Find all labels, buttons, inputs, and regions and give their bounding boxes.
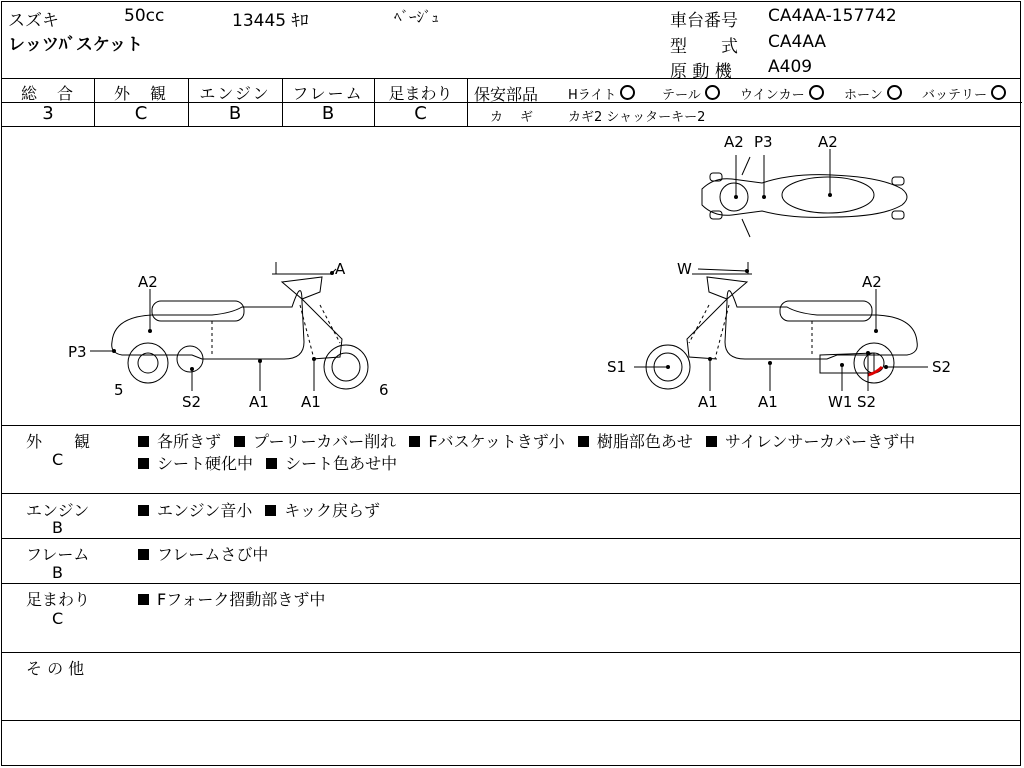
note: フレームさび中 (157, 545, 269, 564)
section-title-frame: フレーム (26, 545, 90, 564)
note: 樹脂部色あせ (596, 432, 693, 451)
label-right-a1-2: A1 (758, 393, 778, 411)
grade-value-overall: 3 (42, 103, 54, 124)
chassis-label: 車台番号 (670, 11, 738, 31)
bullet-icon (138, 505, 149, 516)
grade-value-frame: B (321, 103, 335, 124)
chassis-value: CA4AA-157742 (768, 6, 897, 26)
type-label: 型 式 (670, 37, 738, 57)
section-title-suspension: 足まわり (26, 590, 91, 609)
damage-markers (112, 193, 888, 371)
ok-circle-icon (809, 85, 824, 100)
safety-title: 保安部品 (474, 85, 539, 104)
bullet-icon (266, 458, 277, 469)
section-notes-exterior (138, 429, 915, 452)
section-title-exterior: 外 観 (26, 432, 91, 451)
section-title-other: そ の 他 (26, 659, 85, 678)
safety-item-battery (922, 84, 1006, 103)
maker: スズキ (8, 11, 59, 31)
ok-circle-icon (887, 85, 902, 100)
bullet-icon (409, 436, 420, 447)
type-value: CA4AA (768, 32, 827, 52)
bullet-icon (138, 458, 149, 469)
section-notes-suspension (138, 587, 325, 610)
safety-item-headlight (568, 84, 635, 103)
engine-value: A409 (768, 57, 813, 77)
inspection-sheet (1, 1, 1021, 766)
grade-label-frame: フレーム (292, 84, 364, 103)
label-right-w: W (677, 260, 692, 278)
note: シート色あせ中 (285, 454, 398, 473)
engine-label: 原 動 機 (670, 62, 732, 82)
label-left-5: 5 (114, 381, 124, 399)
section-title-engine: エンジン (26, 501, 90, 520)
section-grade-suspension: C (52, 609, 64, 628)
grade-value-exterior: C (134, 103, 148, 124)
mileage: 13445 ｷﾛ (232, 11, 309, 31)
safety-item-tail (662, 84, 720, 103)
divider (2, 583, 1020, 584)
grade-label-engine: エンジン (199, 84, 271, 103)
bullet-icon (578, 436, 589, 447)
label-top-p3: P3 (754, 133, 773, 151)
section-grade-frame: B (52, 563, 63, 582)
section-notes-frame (138, 542, 268, 565)
note: Fバスケットきず小 (428, 432, 565, 451)
ok-circle-icon (991, 85, 1006, 100)
section-notes-exterior-2 (138, 451, 397, 474)
damage-diagram (2, 127, 1022, 425)
section-grade-engine: B (52, 518, 63, 537)
label-left-a: A (335, 260, 346, 278)
divider (2, 78, 1020, 79)
bullet-icon (706, 436, 717, 447)
note: プーリーカバー削れ (253, 432, 397, 451)
bullet-icon (234, 436, 245, 447)
note: サイレンサーカバーきず中 (725, 432, 916, 451)
divider (2, 538, 1020, 539)
grade-value-engine: B (228, 103, 242, 124)
safety-item-label: ホーン (844, 88, 883, 103)
label-left-6: 6 (379, 381, 389, 399)
safety-item-label: バッテリー (922, 88, 988, 103)
safety-item-winker (740, 84, 824, 103)
displacement: 50cc (124, 6, 165, 26)
note: Fフォーク摺動部きず中 (157, 590, 326, 609)
label-right-a2: A2 (862, 273, 882, 291)
safety-item-label: Hライト (568, 88, 617, 103)
grade-label-suspension: 足まわり (388, 84, 453, 103)
bullet-icon (138, 549, 149, 560)
ok-circle-icon (705, 85, 720, 100)
grade-label-exterior: 外 観 (113, 84, 168, 103)
label-right-a1-1: A1 (698, 393, 718, 411)
note: シート硬化中 (157, 454, 254, 473)
grade-label-overall: 総 合 (20, 84, 75, 103)
section-grade-exterior: C (52, 450, 64, 469)
label-right-s2-bottom: S2 (857, 393, 877, 411)
label-left-s2: S2 (182, 393, 202, 411)
section-notes-engine (138, 498, 380, 521)
label-right-s1: S1 (607, 358, 627, 376)
label-right-w1: W1 (828, 393, 853, 411)
note: 各所きず (157, 432, 222, 451)
label-top-a2-left: A2 (724, 133, 744, 151)
keys-value: カギ2 シャッターキー2 (568, 110, 706, 125)
scooter-left-side-view (90, 262, 368, 389)
label-top-a2-right: A2 (818, 133, 838, 151)
keys-label: カ ギ (490, 110, 536, 125)
bullet-icon (138, 436, 149, 447)
color: ﾍﾞｰｼﾞｭ (394, 8, 440, 26)
label-right-s2-side: S2 (932, 358, 952, 376)
label-left-a1-1: A1 (249, 393, 269, 411)
safety-item-horn (844, 84, 902, 103)
note: エンジン音小 (157, 501, 253, 520)
divider (2, 652, 1020, 653)
grade-value-suspension: C (414, 103, 427, 124)
divider (2, 720, 1020, 721)
safety-item-label: テール (662, 88, 701, 103)
label-left-a1-2: A1 (301, 393, 321, 411)
bullet-icon (138, 594, 149, 605)
note: キック戻らず (284, 501, 380, 520)
divider (2, 425, 1020, 426)
bullet-icon (265, 505, 276, 516)
scooter-top-view (702, 157, 907, 237)
label-left-a2: A2 (138, 273, 158, 291)
ok-circle-icon (620, 85, 635, 100)
safety-item-label: ウインカー (740, 88, 805, 103)
label-left-p3: P3 (68, 343, 87, 361)
model-name: レッツﾊﾞスケット (8, 35, 143, 55)
divider (2, 493, 1020, 494)
